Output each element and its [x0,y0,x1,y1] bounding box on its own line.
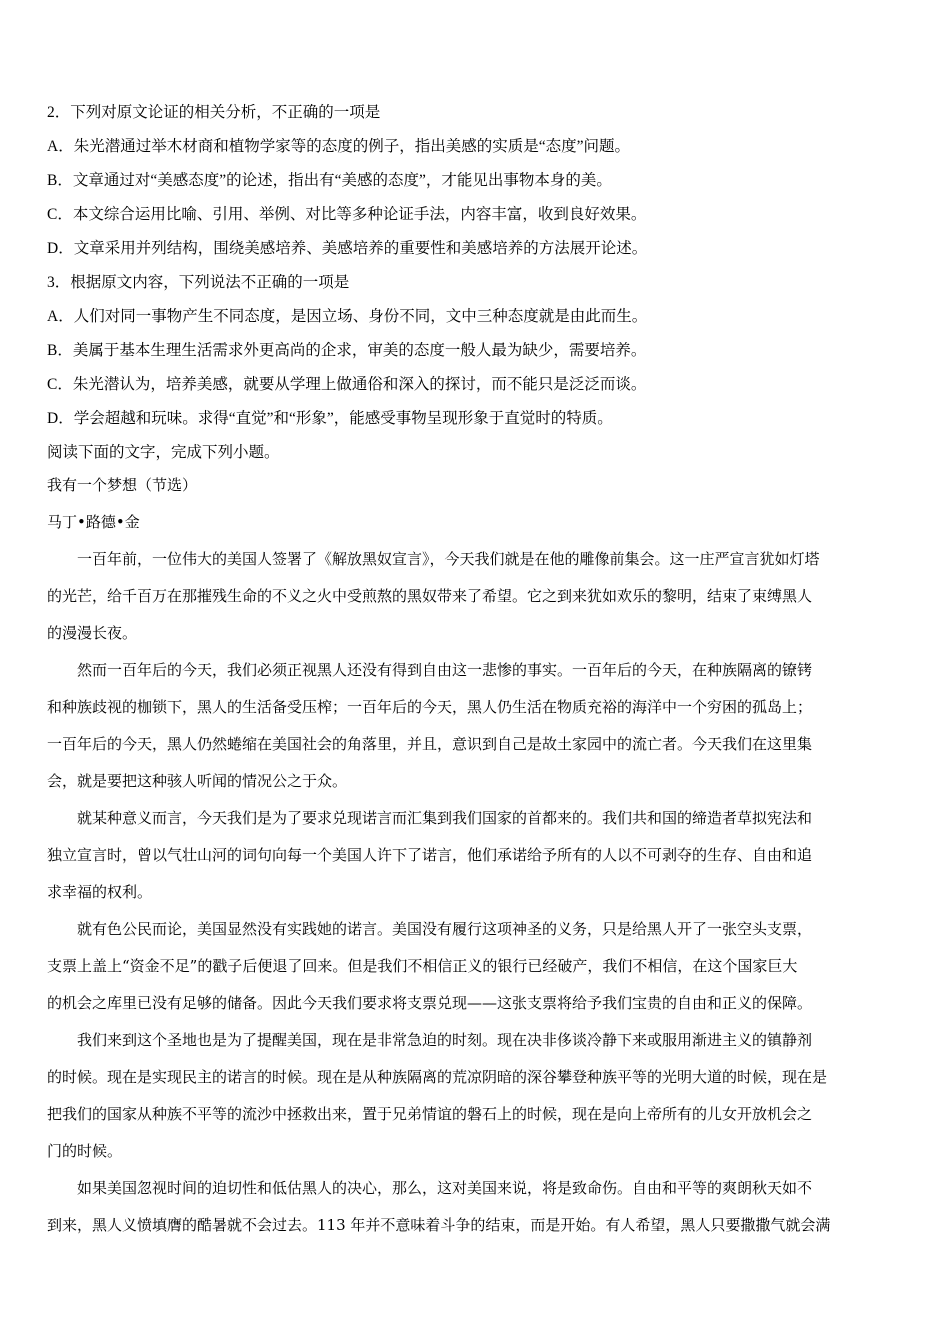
paragraph-line: 如果美国忽视时间的迫切性和低估黑人的决心，那么，这对美国来说，将是致命伤。自由和平等的爽朗秋天如不 [77,1179,813,1197]
paragraph-line: 求幸福的权利。 [47,883,153,901]
document-page [47,96,903,1244]
paragraph-line: 的机会之库里已没有足够的储备。因此今天我们要求将支票兑现——这张支票将给予我们宝贵的自由和正义的保障。 [47,994,813,1012]
paragraph-line: 会，就是要把这种骇人听闻的情况公之于众。 [47,772,348,790]
article-paragraph [47,911,903,1022]
paragraph-line: 我们来到这个圣地也是为了提醒美国，现在是非常急迫的时刻。现在决非侈谈冷静下来或服用渐进主义的镇静剂 [77,1031,813,1049]
question-3 [47,266,903,436]
article-title: 我有一个梦想（节选） [47,476,198,494]
paragraph-line: 一百年后的今天，黑人仍然蜷缩在美国社会的角落里，并且，意识到自己是故土家园中的流亡者。今天我们在这里集 [47,735,813,753]
paragraph-line: 就有色公民而论，美国显然没有实践她的诺言。美国没有履行这项神圣的义务，只是给黑人开了一张空头支票， [77,920,813,938]
paragraph-line: 独立宣言时，曾以气壮山河的词句向每一个美国人许下了诺言，他们承诺给予所有的人以不可剥夺的生存、自由和追 [47,846,813,864]
paragraph-line: 把我们的国家从种族不平等的流沙中拯救出来，置于兄弟情谊的磐石上的时候，现在是向上帝所有的儿女开放机会之 [47,1105,813,1123]
paragraph-line: 的时候。现在是实现民主的诺言的时候。现在是从种族隔离的荒凉阴暗的深谷攀登种族平等的光明大道的时候，现在是 [47,1068,828,1086]
option-d: D．文章采用并列结构，围绕美感培养、美感培养的重要性和美感培养的方法展开论述。 [47,240,648,257]
option-d: D．学会超越和玩味。求得“直觉”和“形象”，能感受事物呈现形象于直觉时的特质。 [47,410,613,427]
paragraph-line: 一百年前，一位伟大的美国人签署了《解放黑奴宣言》，今天我们就是在他的雕像前集会。这一庄严宣言犹如灯塔 [77,550,820,568]
option-a: A．人们对同一事物产生不同态度，是因立场、身份不同，文中三种态度就是由此而生。 [47,308,648,325]
paragraph-line: 的光芒，给千百万在那摧残生命的不义之火中受煎熬的黑奴带来了希望。它之到来犹如欢乐的黎明，结束了束缚黑人 [47,587,813,605]
question-stem: 2．下列对原文论证的相关分析，不正确的一项是 [47,104,381,121]
question-stem: 3．根据原文内容，下列说法不正确的一项是 [47,274,350,291]
option-b: B．文章通过对“美感态度”的论述，指出有“美感的态度”，才能见出事物本身的美。 [47,172,612,189]
article-author: 马丁•路德•金 [47,513,140,531]
option-c: C．朱光潜认为，培养美感，就要从学理上做通俗和深入的探讨，而不能只是泛泛而谈。 [47,376,647,393]
option-a: A．朱光潜通过举木材商和植物学家等的态度的例子，指出美感的实质是“态度”问题。 [47,138,630,155]
paragraph-line: 和种族歧视的枷锁下，黑人的生活备受压榨；一百年后的今天，黑人仍生活在物质充裕的海洋中一个穷困的孤岛上； [47,698,813,716]
article-paragraph [47,1170,903,1244]
reading-instruction: 阅读下面的文字，完成下列小题。 [47,444,280,461]
option-b: B．美属于基本生理生活需求外更高尚的企求，审美的态度一般人最为缺少，需要培养。 [47,342,647,359]
paragraph-line: 到来，黑人义愤填膺的酷暑就不会过去。113 年并不意味着斗争的结束，而是开始。有人希望，黑人只要撒撒气就会满 [47,1216,831,1234]
article-paragraph [47,541,903,652]
paragraph-line: 门的时候。 [47,1142,123,1160]
paragraph-line: 然而一百年后的今天，我们必须正视黑人还没有得到自由这一悲惨的事实。一百年后的今天，在种族隔离的镣铐 [77,661,813,679]
paragraph-line: 的漫漫长夜。 [47,624,138,642]
paragraph-line: 就某种意义而言，今天我们是为了要求兑现诺言而汇集到我们国家的首都来的。我们共和国的缔造者草拟宪法和 [77,809,813,827]
question-2 [47,96,903,266]
option-c: C．本文综合运用比喻、引用、举例、对比等多种论证手法，内容丰富，收到良好效果。 [47,206,647,223]
article-paragraph [47,652,903,800]
article-paragraph [47,800,903,911]
paragraph-line: 支票上盖上“资金不足”的戳子后便退了回来。但是我们不相信正义的银行已经破产，我们不相信，在这个国家巨大 [47,957,798,975]
article-paragraph [47,1022,903,1170]
